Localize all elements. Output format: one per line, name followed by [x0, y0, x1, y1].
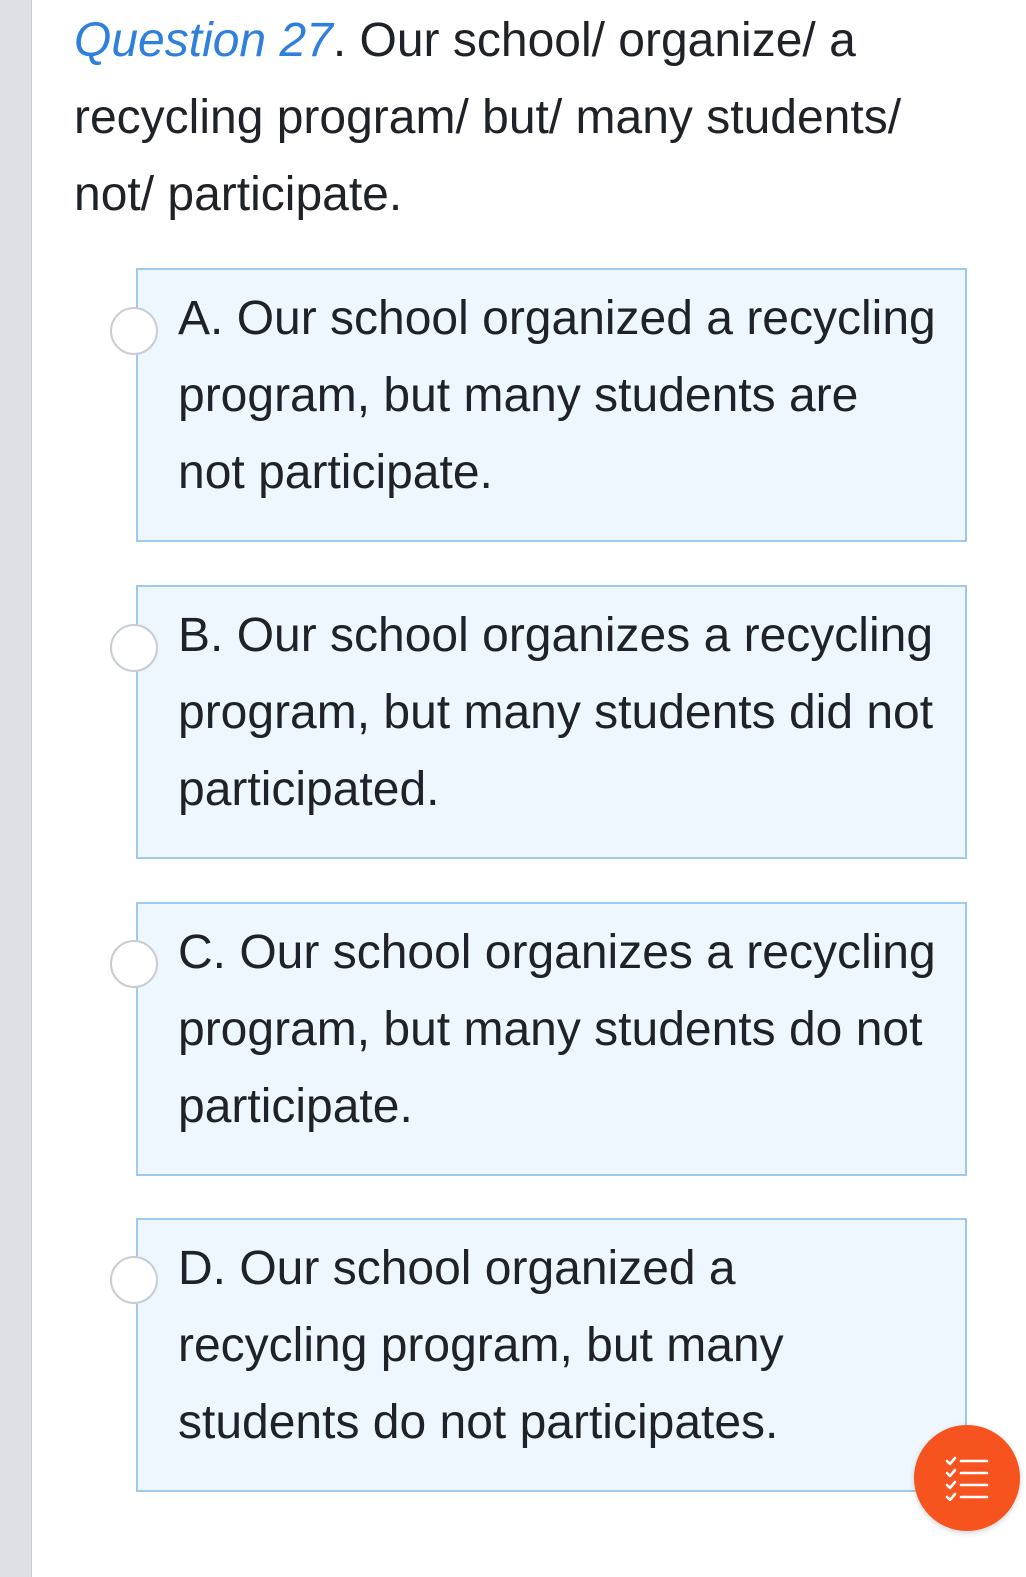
- radio-option-b[interactable]: [110, 624, 158, 672]
- answer-option-text: C. Our school organizes a recycling program, but many students do not participate.: [178, 926, 936, 1133]
- checklist-icon: [944, 1455, 990, 1501]
- answer-option-b[interactable]: [136, 585, 967, 859]
- radio-option-c[interactable]: [110, 940, 158, 988]
- radio-option-a[interactable]: [110, 307, 158, 355]
- answer-option-c[interactable]: [136, 902, 967, 1176]
- question-prompt: [74, 2, 994, 233]
- question-number: Question 27: [74, 14, 333, 67]
- left-edge-panel: [0, 0, 32, 1577]
- answer-option-text: B. Our school organizes a recycling program, but many students did not participated.: [178, 609, 934, 816]
- radio-option-d[interactable]: [110, 1256, 158, 1304]
- question-list-button[interactable]: [914, 1425, 1020, 1531]
- question-text: . Our school/ organize/ a recycling program/ but/ many students/ not/ participate.: [74, 14, 902, 221]
- answer-option-a[interactable]: [136, 268, 967, 542]
- answer-option-d[interactable]: [136, 1218, 967, 1492]
- answer-option-text: A. Our school organized a recycling program, but many students are not participate.: [178, 292, 936, 499]
- answer-option-text: D. Our school organized a recycling program, but many students do not participates.: [178, 1242, 784, 1449]
